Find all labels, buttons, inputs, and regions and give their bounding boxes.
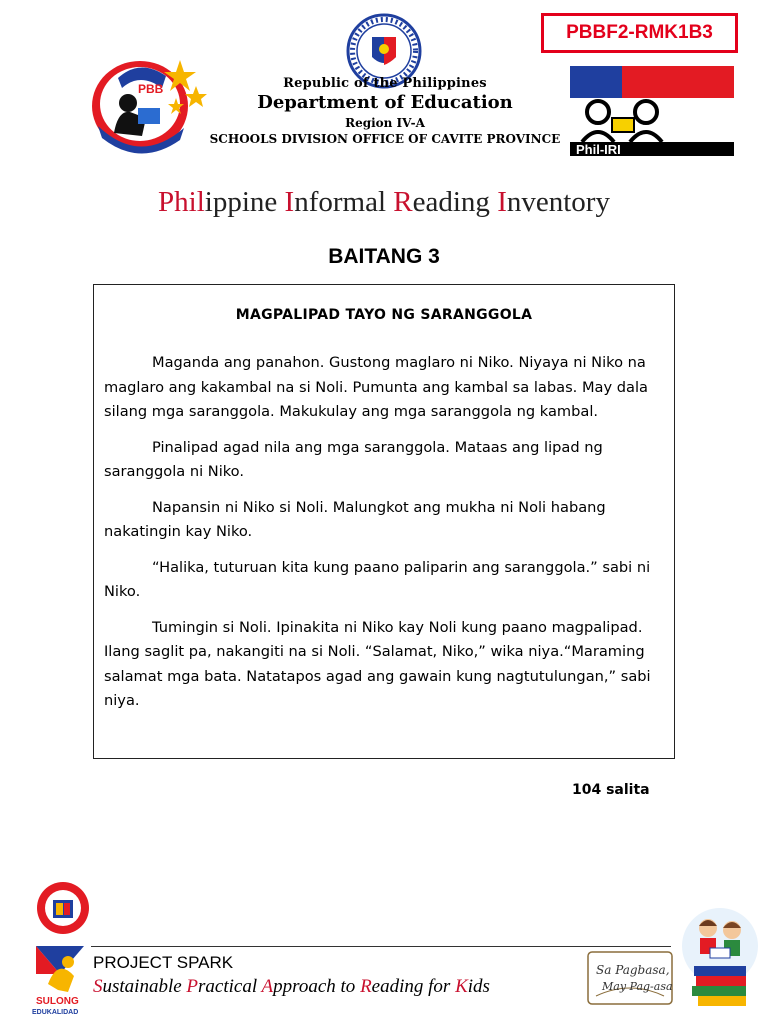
- story-passage-box: [93, 284, 675, 759]
- sapagbasa-line2: May Pag-asa: [602, 980, 673, 993]
- sulong-label: SULONG: [36, 996, 79, 1007]
- region-label: Region IV-A: [345, 116, 425, 130]
- pbb-letters: PBB: [138, 82, 164, 96]
- division-label: SCHOOLS DIVISION OFFICE OF CAVITE PROVINCE: [209, 132, 561, 146]
- story-paragraph: Napansin ni Niko si Noli. Malungkot ang mukha ni Noli habang nakatingin kay Niko.: [104, 498, 606, 540]
- kids-reading-illustration: [680, 906, 760, 1016]
- story-paragraph: Tumingin si Noli. Ipinakita ni Niko kay Noli kung paano magpalipad. Ilang saglit pa, nakangiti na si Noli. “Salamat, Niko,” wika niya.“Maraming salamat mga bata. Natatapos agad ang gawain kung nagtutulungan,” sabi niya.: [104, 618, 651, 709]
- story-title: MAGPALIPAD TAYO NG SARANGGOLA: [235, 307, 533, 323]
- sulong-edukalidad-logo: [28, 940, 92, 1016]
- department-label: Department of Education: [257, 92, 513, 113]
- word-count: 104 salita: [572, 782, 650, 798]
- sa-pagbasa-logo: [586, 950, 674, 1006]
- republic-label: Republic of the Philippines: [283, 76, 487, 91]
- document-code-badge: PBBF2-RMK1B3: [541, 13, 738, 53]
- edukalidad-label: EDUKALIDAD: [32, 1009, 79, 1016]
- footer-divider: [91, 946, 671, 947]
- sapagbasa-line1: Sa Pagbasa,: [596, 963, 670, 977]
- story-paragraph: Maganda ang panahon. Gustong maglaro ni Niko. Niyaya ni Niko na maglaro ang kakambal na si Noli. Pumunta ang kambal sa labas. May dala silang mga saranggola. Makukulay ang mga saranggola ng kambal.: [104, 354, 648, 420]
- footer-tagline: Sustainable Practical Approach to Reading for Kids: [93, 976, 490, 997]
- grade-level: BAITANG 3: [328, 245, 440, 268]
- phil-iri-label: Phil-IRI: [576, 142, 621, 156]
- story-paragraph: Pinalipad agad nila ang mga saranggola. Mataas ang lipad ng saranggola ni Niko.: [104, 438, 603, 480]
- qube-logo: [33, 876, 93, 936]
- story-body: [104, 351, 674, 725]
- story-paragraph: “Halika, tuturuan kita kung paano paliparin ang saranggola.” sabi ni Niko.: [104, 558, 651, 600]
- footer-project-name: PROJECT SPARK: [93, 953, 234, 972]
- phil-iri-logo: [568, 66, 736, 156]
- proyektong-bantay-basa-logo: [88, 48, 210, 158]
- document-title: Philippine Informal Reading Inventory: [158, 186, 610, 218]
